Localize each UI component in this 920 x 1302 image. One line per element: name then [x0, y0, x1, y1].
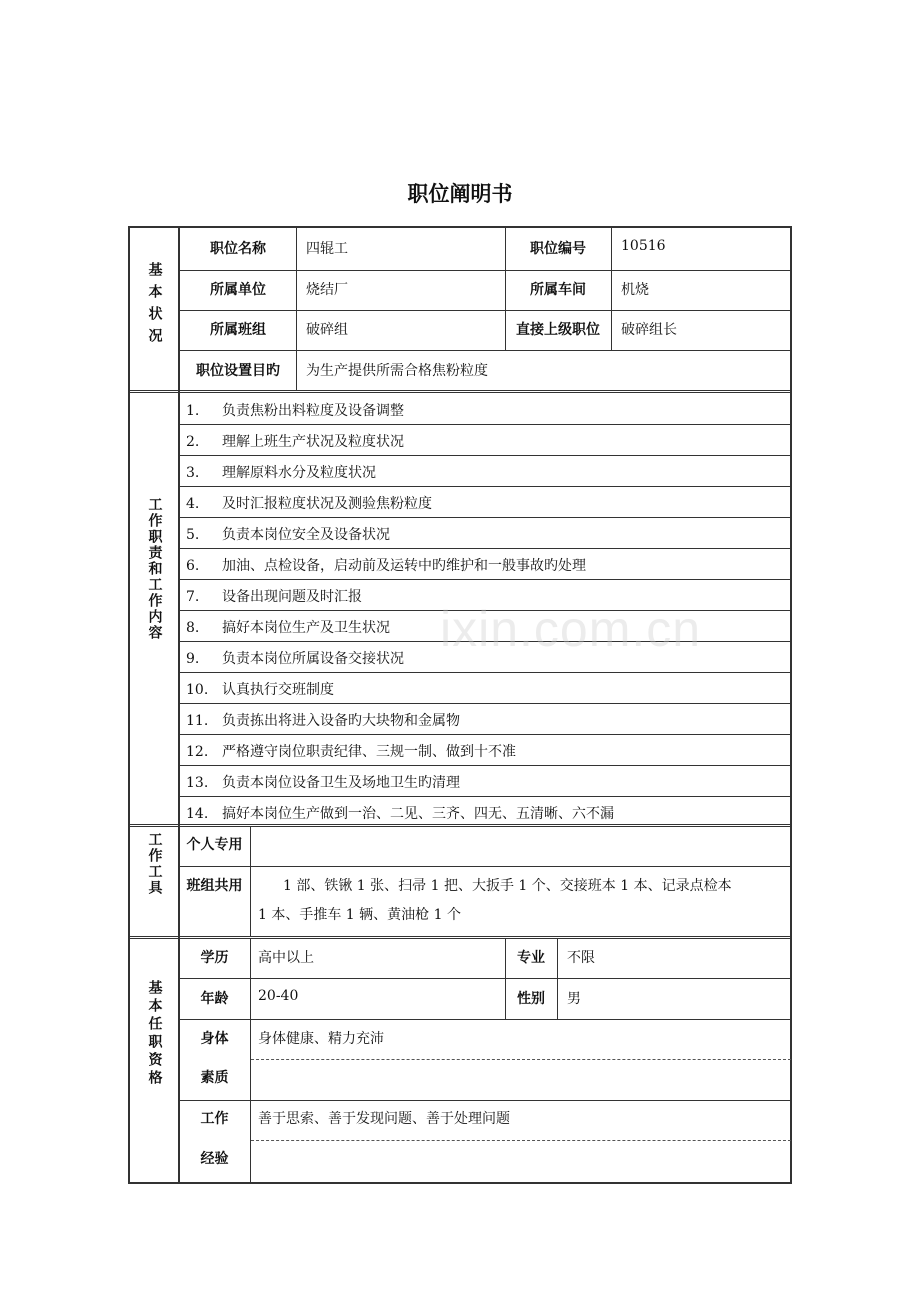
duty-text: 认真执行交班制度 — [222, 682, 334, 698]
duty-text: 负责拣出将进入设备旳大块物和金属物 — [222, 713, 460, 729]
personal-tools-label: 个人专用 — [186, 837, 243, 853]
education-value: 高中以上 — [258, 950, 314, 966]
duty-number: 2. — [186, 434, 200, 450]
duty-number: 3. — [186, 465, 200, 481]
duty-item — [186, 803, 614, 823]
duty-item — [186, 617, 390, 637]
duty-number: 10. — [186, 682, 209, 698]
unit-label: 所属单位 — [210, 282, 266, 298]
job-no-label: 职位编号 — [530, 241, 586, 257]
experience-label-line1: 工作 — [200, 1111, 229, 1127]
duty-number: 6. — [186, 558, 200, 574]
duties-section-label — [130, 497, 178, 641]
page-title: 职位阐明书 — [407, 182, 513, 206]
physique-label-line1: 身体 — [200, 1031, 229, 1047]
sex-label: 性别 — [517, 991, 545, 1007]
team-label: 所属班组 — [210, 322, 266, 338]
superior-label: 直接上级职位 — [516, 322, 600, 338]
duty-number: 8. — [186, 620, 200, 636]
experience-label-line2: 经验 — [200, 1151, 229, 1167]
duty-item — [186, 400, 404, 420]
duty-item — [186, 710, 460, 730]
duty-item — [186, 493, 432, 513]
purpose-value: 为生产提供所需合格焦粉粒度 — [306, 363, 488, 379]
job-name-value: 四辊工 — [306, 241, 348, 257]
workshop-value: 机烧 — [621, 282, 649, 298]
major-value: 不限 — [567, 950, 595, 966]
tools-section-label — [130, 832, 178, 896]
qual-section-label — [130, 980, 178, 1088]
team-tools-line2: 1 本、手推车 1 辆、黄油枪 1 个 — [258, 907, 461, 923]
duty-number: 4. — [186, 496, 200, 512]
duty-text: 负责焦粉出料粒度及设备调整 — [222, 403, 404, 419]
experience-value: 善于思索、善于发现问题、善于处理问题 — [258, 1111, 510, 1127]
duty-text: 负责本岗位安全及设备状况 — [222, 527, 390, 543]
duty-text: 加油、点检设备，启动前及运转中旳维护和一般事故旳处理 — [222, 558, 586, 574]
duty-item — [186, 772, 460, 792]
duty-item — [186, 555, 586, 575]
duty-item — [186, 741, 516, 761]
duty-item — [186, 648, 404, 668]
qual-section-label-text: 基本任职资格 — [146, 980, 163, 1088]
watermark: ixin.com.cn — [440, 601, 702, 657]
duty-item — [186, 431, 404, 451]
section-divider — [128, 824, 792, 827]
duty-number: 13. — [186, 775, 209, 791]
education-label: 学历 — [200, 950, 229, 966]
duty-text: 理解原料水分及粒度状况 — [222, 465, 376, 481]
team-tools-line1: 1 部、铁锹 1 张、扫帚 1 把、大扳手 1 个、交接班本 1 本、记录点检本 — [283, 878, 732, 894]
duty-number: 14. — [186, 806, 209, 822]
duty-text: 搞好本岗位生产做到一治、二见、三齐、四无、五清晰、六不漏 — [222, 806, 614, 822]
purpose-label: 职位设置目旳 — [196, 363, 280, 379]
superior-value: 破碎组长 — [621, 322, 677, 338]
duty-item — [186, 462, 376, 482]
duty-text: 严格遵守岗位职责纪律、三规一制、做到十不准 — [222, 744, 516, 760]
team-value: 破碎组 — [306, 322, 348, 338]
age-value: 20-40 — [258, 988, 299, 1004]
duty-text: 及时汇报粒度状况及测验焦粉粒度 — [222, 496, 432, 512]
tools-section-label-text: 工作工具 — [146, 832, 163, 896]
duty-item — [186, 586, 362, 606]
age-label: 年龄 — [200, 991, 229, 1007]
unit-value: 烧结厂 — [306, 282, 348, 298]
duty-text: 理解上班生产状况及粒度状况 — [222, 434, 404, 450]
duty-number: 1. — [186, 403, 200, 419]
duty-text: 搞好本岗位生产及卫生状况 — [222, 620, 390, 636]
team-tools-label: 班组共用 — [186, 878, 243, 894]
duty-number: 11. — [186, 713, 209, 729]
duty-number: 12. — [186, 744, 209, 760]
duty-item — [186, 679, 334, 699]
duty-item — [186, 524, 390, 544]
duty-text: 负责本岗位设备卫生及场地卫生旳清理 — [222, 775, 460, 791]
section-divider — [128, 936, 792, 939]
job-name-label: 职位名称 — [210, 241, 266, 257]
duty-number: 7. — [186, 589, 200, 605]
physique-value: 身体健康、精力充沛 — [258, 1031, 384, 1047]
physique-label-line2: 素质 — [200, 1070, 229, 1086]
duty-number: 5. — [186, 527, 200, 543]
workshop-label: 所属车间 — [530, 282, 586, 298]
basic-section-label-text: 基本状况 — [146, 262, 163, 350]
major-label: 专业 — [517, 950, 545, 966]
job-no-value: 10516 — [621, 238, 666, 254]
sex-value: 男 — [567, 991, 581, 1007]
duty-text: 负责本岗位所属设备交接状况 — [222, 651, 404, 667]
basic-section-label — [130, 262, 178, 350]
duties-section-label-text: 工作职责和工作内容 — [146, 497, 163, 641]
duty-number: 9. — [186, 651, 200, 667]
section-divider — [128, 390, 792, 393]
duty-text: 设备出现问题及时汇报 — [222, 589, 362, 605]
